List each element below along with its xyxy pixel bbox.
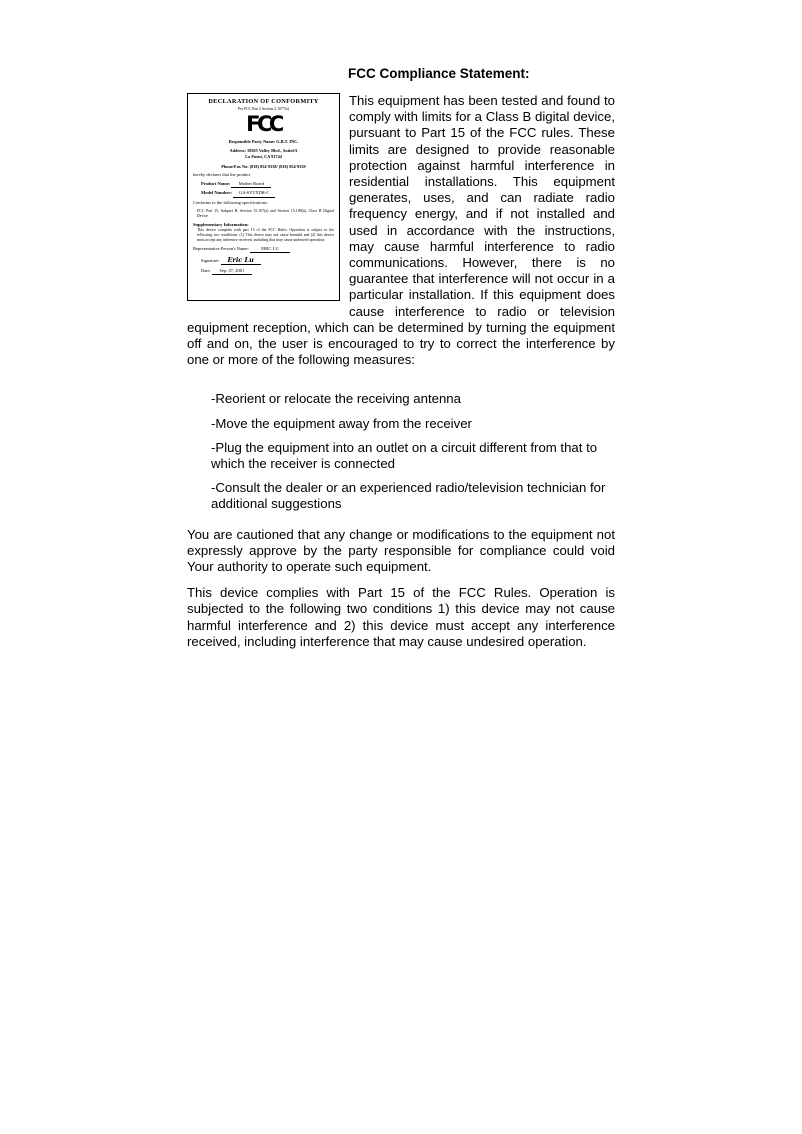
supplementary-text: This device complies with part 15 of the FCC Rules. Operation is subject to the following two conditions: (1) This device may not cause harmful and (2) this device must accept any inference received, including that may cause undesired operation. bbox=[197, 227, 334, 243]
declaration-of-conformity-box bbox=[187, 93, 340, 301]
address-line1: Address: 18305 Valley Blvd., Suite#A bbox=[229, 148, 298, 154]
representative-value: ERIC LU bbox=[250, 246, 290, 253]
content-area bbox=[187, 66, 615, 660]
intro-paragraph: This equipment has been tested and found to comply with limits for a Class B digital device, pursuant to Part 15 of the FCC rules. These limits are designed to provide reasonable protection against harmful interference in residential installations. This equipment generates, uses, and can radiate radio frequency energy, and if not installed and used in accordance with the instructions, may cause harmful interference to radio communications. However, there is no guarantee that interference will not occur in a particular installation. If this equipment does cause interference to radio or television equipment reception, which can be determined by turning the equipment off and on, the user is encouraged to try to correct the interference by one or more of the following measures: bbox=[187, 93, 615, 368]
date-label: Date: bbox=[201, 267, 211, 273]
date-value: Sep. 07, 2001 bbox=[212, 268, 252, 275]
product-name-value: Mother Board bbox=[231, 181, 271, 188]
declaration-heading: DECLARATION OF CONFORMITY bbox=[208, 98, 319, 105]
spec-line: FCC Part 15, Subpart B, Section 15.107(a) and Section 15.109(a), Class B Digital Device bbox=[197, 208, 334, 218]
measures-list bbox=[187, 391, 615, 512]
declares-line: hereby declares that the product bbox=[193, 172, 251, 178]
representative-label: Representative Person's Name: bbox=[193, 245, 249, 251]
product-name-line bbox=[201, 181, 334, 188]
representative-line bbox=[193, 246, 334, 253]
signature-line bbox=[201, 256, 334, 266]
measure-item: -Reorient or relocate the receiving antenna bbox=[211, 391, 461, 407]
date-line bbox=[201, 268, 334, 275]
model-number-line bbox=[201, 190, 334, 197]
address-line2: La Puent, CA 91744 bbox=[245, 154, 282, 160]
fcc-logo: FCC bbox=[246, 111, 281, 136]
declaration-subheading: Per FCC Part 2 Section 2.1077(a) bbox=[237, 106, 290, 111]
signature-value: Eric Lu bbox=[221, 256, 261, 266]
conforms-line: Conforms to the following specifications: bbox=[193, 200, 268, 205]
supplementary-heading: Supplementary Information: bbox=[193, 221, 249, 227]
signature-label: Signature: bbox=[201, 257, 220, 263]
measure-item: -Move the equipment away from the receiver bbox=[211, 415, 472, 431]
measure-item: -Consult the dealer or an experienced radio/television technician for additional suggestions bbox=[211, 480, 606, 512]
measure-item: -Plug the equipment into an outlet on a circuit different from that to which the receiver is connected bbox=[211, 439, 598, 472]
body-text bbox=[187, 93, 615, 650]
responsible-party: Responsible Party Name: G.B.T. INC. bbox=[228, 138, 299, 144]
model-number-value: GA-6VTXDR-C bbox=[233, 190, 275, 197]
caution-paragraph: You are cautioned that any change or modifications to the equipment not expressly approve by the party responsible for compliance could void Your authority to operate such equipment. bbox=[187, 526, 615, 575]
page-title: FCC Compliance Statement: bbox=[348, 66, 530, 81]
device-compliance-paragraph: This device complies with Part 15 of the FCC Rules. Operation is subjected to the following two conditions 1) this device may not cause harmful interference and 2) this device must accept any interference received, including interference that may cause undesired operation. bbox=[187, 585, 615, 649]
phone-fax: Phone/Fax No: (818) 854-9338/ (818) 854-9339 bbox=[221, 164, 306, 170]
product-name-label: Product Name: bbox=[201, 180, 231, 186]
model-number-label: Model Number: bbox=[201, 190, 232, 196]
